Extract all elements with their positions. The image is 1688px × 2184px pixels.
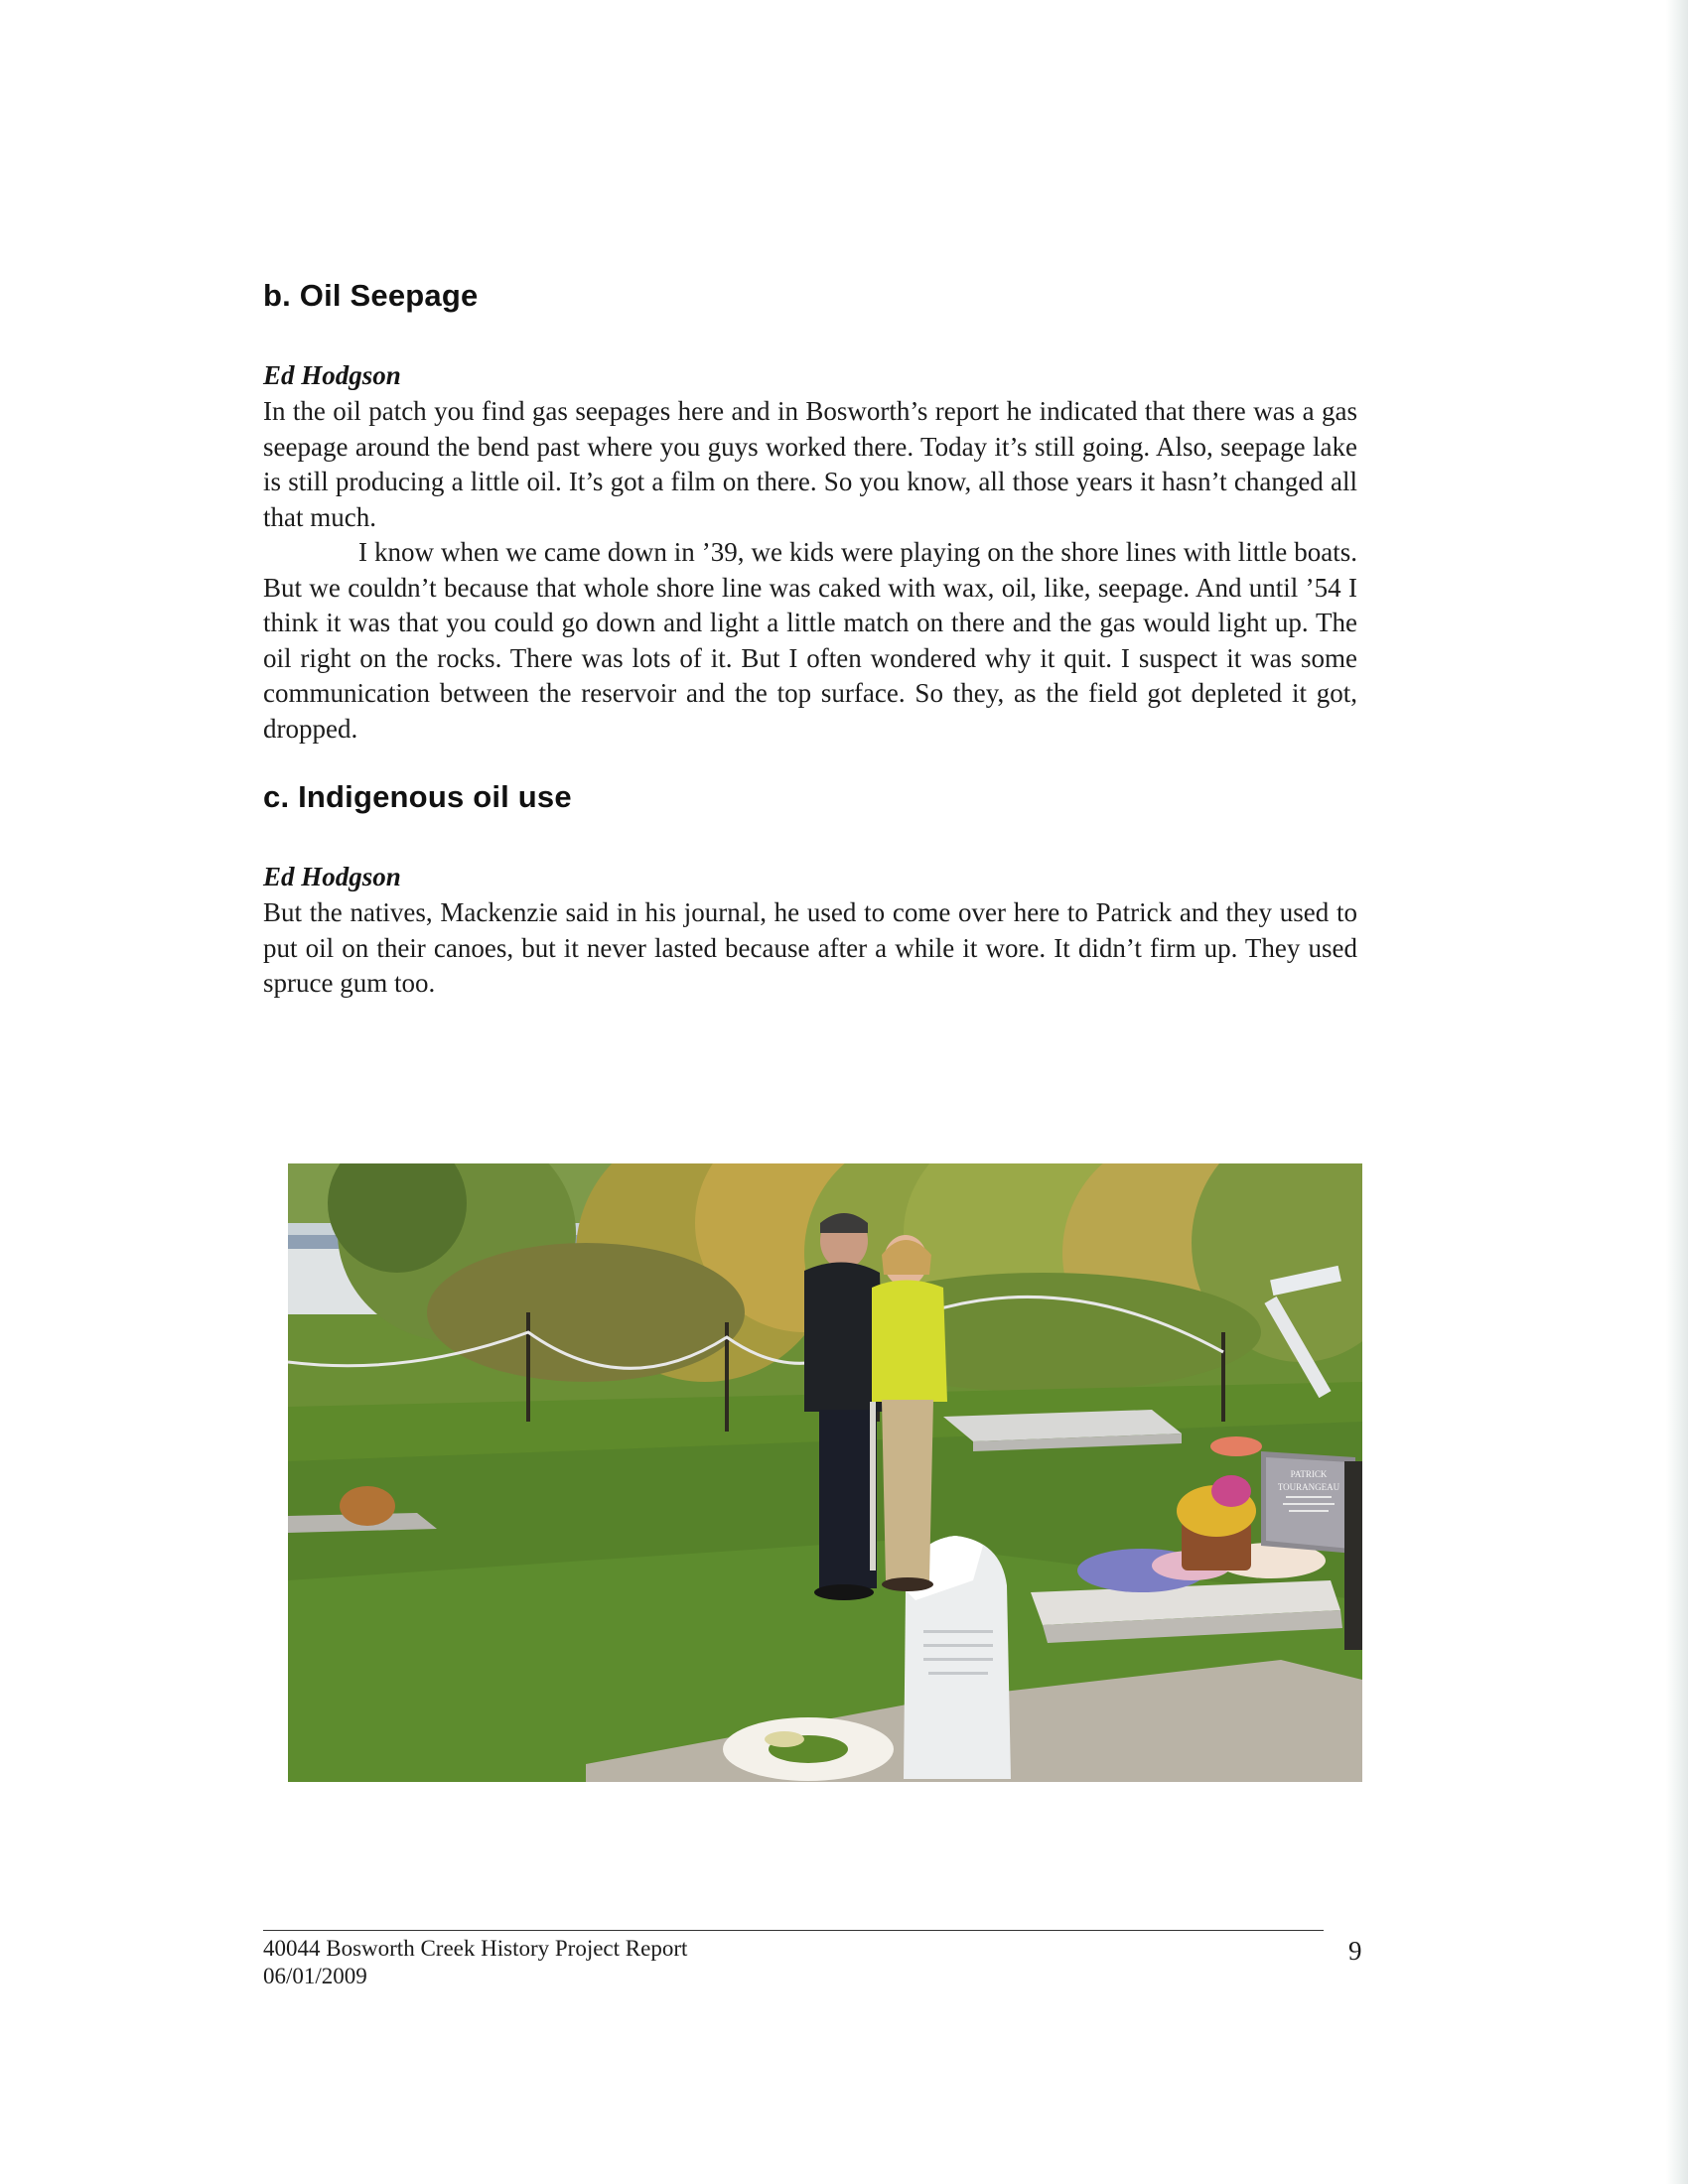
headstone-text: TOURANGEAU xyxy=(1277,1482,1340,1492)
page-number: 9 xyxy=(1348,1936,1362,1966)
paragraph: In the oil patch you find gas seepages here and in Bosworth’s report he indicated that there was a gas seepage around the bend past where you guys worked there. Today it’s still going. Also, seepage lake is still producing a little oil. It’s got a film on there. So you know, all those years it hasn’t changed all that much. xyxy=(263,396,1357,532)
footer-divider xyxy=(263,1930,1324,1931)
paragraph: But the natives, Mackenzie said in his journal, he used to come over here to Patrick and they used to put oil on their canoes, but it never lasted because after a while it wore. It didn’t firm up. They used spruce gum too. xyxy=(263,897,1357,999)
cemetery-photo xyxy=(288,1163,1362,1782)
footer-report-title: 40044 Bosworth Creek History Project Report xyxy=(263,1936,688,1961)
section-heading-indigenous-oil-use: c. Indigenous oil use xyxy=(263,779,572,814)
speaker-name: Ed Hodgson xyxy=(263,862,401,891)
speaker-name: Ed Hodgson xyxy=(263,360,401,390)
section-heading-oil-seepage: b. Oil Seepage xyxy=(263,278,479,313)
footer-date: 06/01/2009 xyxy=(263,1964,367,1988)
paragraph: I know when we came down in ’39, we kids were playing on the shore lines with little boats. But we couldn’t because that whole shore line was caked with wax, oil, like, seepage. And until ’54 I think it was that you could go down and light a little match on there and the gas would light up. The oil right on the rocks. There was lots of it. But I often wondered why it quit. I suspect it was some communication between the reservoir and the top surface. So they, as the field got depleted it got, dropped. xyxy=(263,537,1357,744)
headstone-text: PATRICK xyxy=(1290,1469,1328,1479)
scan-edge-shadow xyxy=(1666,0,1688,2184)
